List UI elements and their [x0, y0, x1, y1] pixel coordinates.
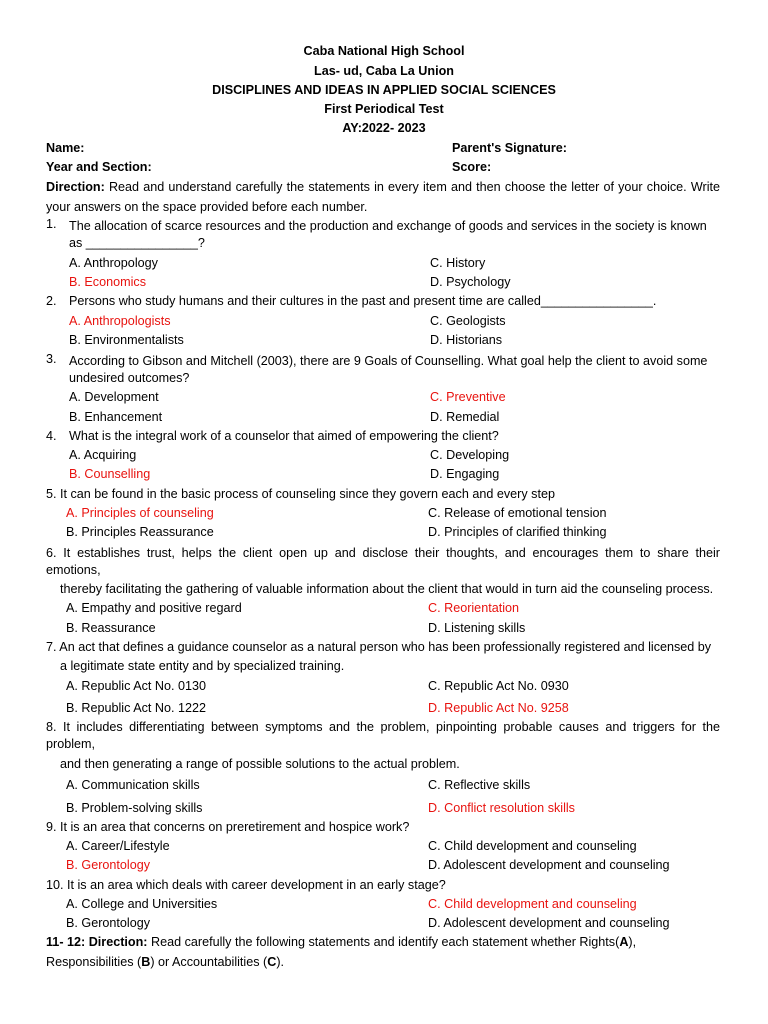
- question-5-text: 5. It can be found in the basic process of counseling since they govern each and every step: [46, 487, 555, 501]
- direction-11-12-text: Responsibilities (: [46, 955, 142, 969]
- question-2-text: Persons who study humans and their cultures in the past and present time are called________________.: [69, 294, 657, 308]
- question-3-line-2: undesired outcomes?: [69, 371, 190, 385]
- q1-option-a: A. Anthropology: [69, 256, 158, 270]
- q5-option-c: C. Release of emotional tension: [428, 506, 607, 520]
- q8-option-d: D. Conflict resolution skills: [428, 801, 575, 815]
- q5-option-b: B. Principles Reassurance: [66, 525, 214, 539]
- q9-option-c: C. Child development and counseling: [428, 839, 637, 853]
- question-6-line-1: 6. It establishes trust, helps the client open up and disclose their thoughts, and encourages them to share their: [46, 546, 720, 560]
- question-8-line-2: problem,: [46, 737, 95, 751]
- q10-option-a: A. College and Universities: [66, 897, 218, 911]
- q8-option-c: C. Reflective skills: [428, 778, 531, 792]
- question-7-line-1: 7. An act that defines a guidance counselor as a natural person who has been professionally registered and licensed by: [46, 640, 712, 654]
- q9-option-a: A. Career/Lifestyle: [66, 839, 170, 853]
- direction-11-12-text: ) or Accountabilities (: [150, 955, 268, 969]
- question-8-line-1: 8. It includes differentiating between symptoms and the problem, pinpointing probable causes and triggers for the: [46, 720, 720, 734]
- q7-option-d: D. Republic Act No. 9258: [428, 701, 569, 715]
- question-10-text: 10. It is an area which deals with career development in an early stage?: [46, 878, 446, 892]
- q3-option-a: A. Development: [69, 390, 159, 404]
- academic-year: AY:2022- 2023: [342, 121, 426, 135]
- q9-option-b: B. Gerontology: [66, 858, 151, 872]
- q6-option-b: B. Reassurance: [66, 621, 156, 635]
- q1-option-b: B. Economics: [69, 275, 146, 289]
- q2-option-a: A. Anthropologists: [69, 314, 171, 328]
- question-3-line-1: According to Gibson and Mitchell (2003), there are 9 Goals of Counselling. What goal help the client to avoid some: [69, 354, 708, 368]
- q5-option-d: D. Principles of clarified thinking: [428, 525, 607, 539]
- responsibilities-letter: B: [141, 955, 151, 969]
- q6-option-a: A. Empathy and positive regard: [66, 601, 242, 615]
- q3-option-d: D. Remedial: [430, 410, 500, 424]
- question-1-line-2: as ________________?: [69, 236, 205, 250]
- test-title: First Periodical Test: [324, 102, 444, 116]
- subject-title: DISCIPLINES AND IDEAS IN APPLIED SOCIAL SCIENCES: [212, 83, 556, 97]
- question-4-text: What is the integral work of a counselor that aimed of empowering the client?: [69, 429, 499, 443]
- q7-option-a: A. Republic Act No. 0130: [66, 679, 207, 693]
- direction-11-12-text: ).: [276, 955, 285, 969]
- q9-option-d: D. Adolescent development and counseling: [428, 858, 670, 872]
- question-7-line-2: a legitimate state entity and by specialized training.: [60, 659, 345, 673]
- q8-option-b: B. Problem-solving skills: [66, 801, 203, 815]
- q5-option-a: A. Principles of counseling: [66, 506, 214, 520]
- question-number: 3.: [46, 352, 57, 366]
- question-6-line-2: emotions,: [46, 563, 101, 577]
- q2-option-d: D. Historians: [430, 333, 503, 347]
- school-name: Caba National High School: [303, 44, 465, 58]
- question-number: 4.: [46, 429, 57, 443]
- direction-11-12-line-1: [46, 935, 636, 949]
- question-6-line-3: thereby facilitating the gathering of valuable information about the client that would in turn aid the counseling process.: [60, 582, 714, 596]
- q2-option-c: C. Geologists: [430, 314, 506, 328]
- q10-option-c: C. Child development and counseling: [428, 897, 637, 911]
- school-address: Las- ud, Caba La Union: [314, 64, 454, 78]
- q10-option-b: B. Gerontology: [66, 916, 151, 930]
- year-section-field: Year and Section:: [46, 160, 152, 174]
- question-number: 2.: [46, 294, 57, 308]
- question-1-line-1: The allocation of scarce resources and the production and exchange of goods and services in the society is known: [69, 219, 707, 233]
- q4-option-a: A. Acquiring: [69, 448, 137, 462]
- q7-option-c: C. Republic Act No. 0930: [428, 679, 569, 693]
- direction-text: Read and understand carefully the statements in every item and then choose the letter of your choice. Write your answers on the space provided before each number.: [46, 180, 720, 214]
- q10-option-d: D. Adolescent development and counseling: [428, 916, 670, 930]
- question-9-text: 9. It is an area that concerns on preretirement and hospice work?: [46, 820, 410, 834]
- q3-option-c: C. Preventive: [430, 390, 506, 404]
- question-8-line-3: and then generating a range of possible solutions to the actual problem.: [60, 757, 460, 771]
- q6-option-d: D. Listening skills: [428, 621, 526, 635]
- q4-option-c: C. Developing: [430, 448, 510, 462]
- q2-option-b: B. Environmentalists: [69, 333, 184, 347]
- direction-11-12-text: Read carefully the following statements and identify each statement whether Rights(: [147, 935, 620, 949]
- accountabilities-letter: C: [267, 955, 277, 969]
- direction-11-12-text: ),: [628, 935, 637, 949]
- direction-11-12-label: 11- 12: Direction:: [46, 935, 148, 949]
- direction-label: Direction:: [46, 180, 105, 194]
- q4-option-b: B. Counselling: [69, 467, 151, 481]
- rights-letter: A: [619, 935, 629, 949]
- q1-option-d: D. Psychology: [430, 275, 511, 289]
- q7-option-b: B. Republic Act No. 1222: [66, 701, 207, 715]
- q3-option-b: B. Enhancement: [69, 410, 163, 424]
- score-field: Score:: [452, 160, 492, 174]
- q8-option-a: A. Communication skills: [66, 778, 200, 792]
- q4-option-d: D. Engaging: [430, 467, 500, 481]
- question-number: 1.: [46, 217, 57, 231]
- direction-11-12-line-2: [46, 955, 284, 969]
- name-field: Name:: [46, 141, 85, 155]
- direction: [46, 178, 720, 217]
- q1-option-c: C. History: [430, 256, 486, 270]
- q6-option-c: C. Reorientation: [428, 601, 520, 615]
- parent-signature-field: Parent's Signature:: [452, 141, 567, 155]
